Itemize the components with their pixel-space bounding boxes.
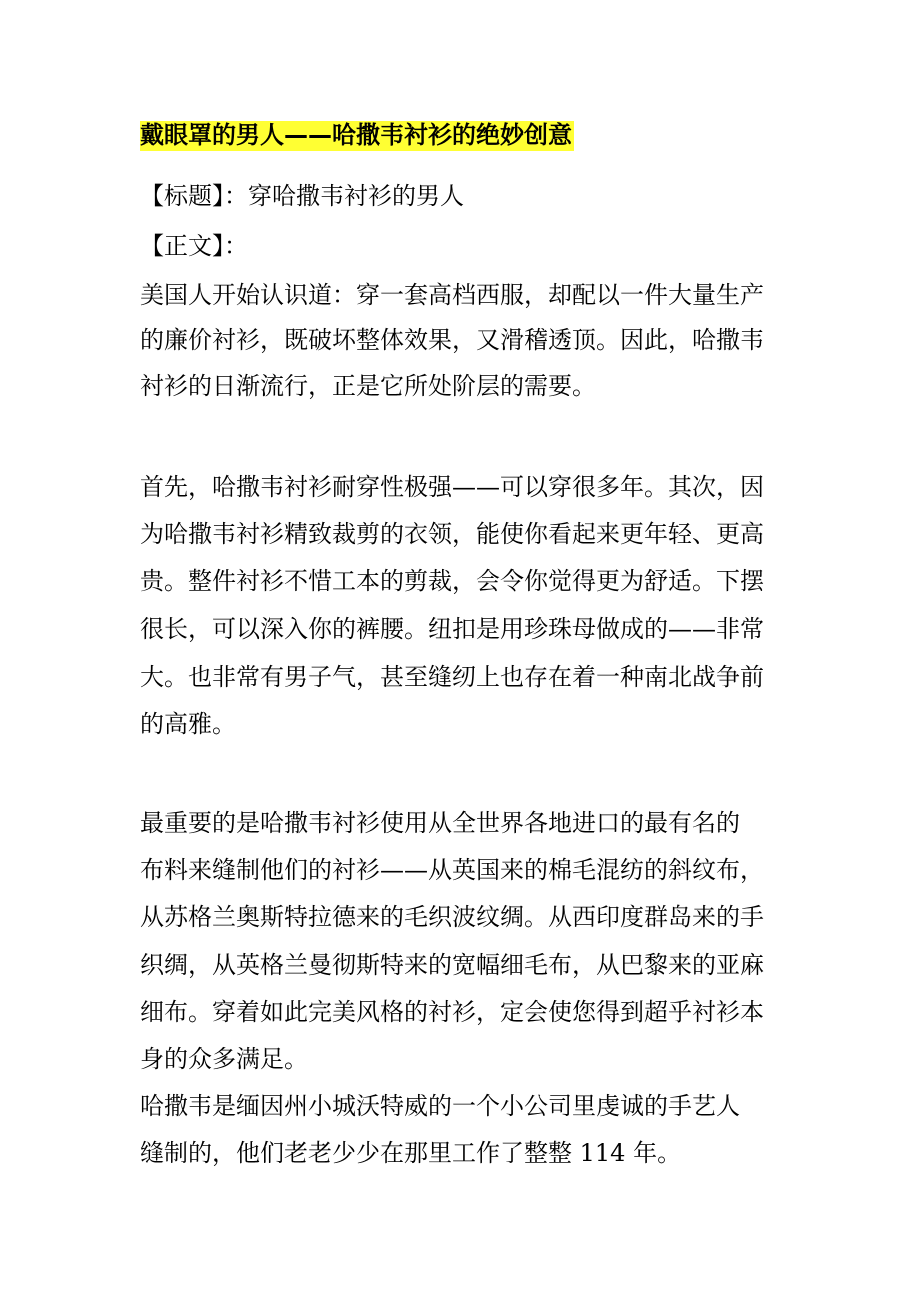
- paragraph-3-line-5: 细布。穿着如此完美风格的衬衫，定会使您得到超乎衬衫本: [140, 998, 764, 1026]
- heading-label: 【标题】：穿哈撒韦衬衫的男人: [140, 182, 464, 210]
- paragraph-3-line-1: 最重要的是哈撒韦衬衫使用从全世界各地进口的最有名的: [140, 809, 740, 837]
- paragraph-2-line-6: 的高雅。: [140, 710, 236, 738]
- paragraph-2-line-1: 首先，哈撒韦衬衫耐穿性极强——可以穿很多年。其次，因: [140, 473, 764, 501]
- document-title-line: [140, 120, 574, 150]
- paragraph-2-line-4: 很长，可以深入你的裤腰。纽扣是用珍珠母做成的——非常: [140, 615, 764, 643]
- body-label: 【正文】：: [140, 232, 248, 260]
- paragraph-1-line-2: 的廉价衬衫，既破坏整体效果，又滑稽透顶。因此，哈撒韦: [140, 326, 764, 354]
- paragraph-3-line-6: 身的众多满足。: [140, 1045, 308, 1073]
- paragraph-3-line-3: 从苏格兰奥斯特拉德来的毛织波纹绸。从西印度群岛来的手: [140, 903, 764, 931]
- paragraph-4-line-2: 缝制的，他们老老少少在那里工作了整整 114 年。: [140, 1139, 682, 1167]
- paragraph-3-line-2: 布料来缝制他们的衬衫——从英国来的棉毛混纺的斜纹布，: [140, 856, 764, 884]
- paragraph-3-line-4: 织绸，从英格兰曼彻斯特来的宽幅细毛布，从巴黎来的亚麻: [140, 951, 764, 979]
- paragraph-2-line-5: 大。也非常有男子气，甚至缝纫上也存在着一种南北战争前: [140, 663, 764, 691]
- paragraph-4-line-1: 哈撒韦是缅因州小城沃特威的一个小公司里虔诚的手艺人: [140, 1092, 740, 1120]
- paragraph-1-line-1: 美国人开始认识道：穿一套高档西服，却配以一件大量生产: [140, 281, 764, 309]
- document-title: 戴眼罩的男人——哈撒韦衬衫的绝妙创意: [140, 121, 572, 149]
- paragraph-2-line-2: 为哈撒韦衬衫精致裁剪的衣领，能使你看起来更年轻、更高: [140, 520, 764, 548]
- paragraph-1-line-3: 衬衫的日渐流行，正是它所处阶层的需要。: [140, 372, 596, 400]
- paragraph-2-line-3: 贵。整件衬衫不惜工本的剪裁，会令你觉得更为舒适。下摆: [140, 567, 764, 595]
